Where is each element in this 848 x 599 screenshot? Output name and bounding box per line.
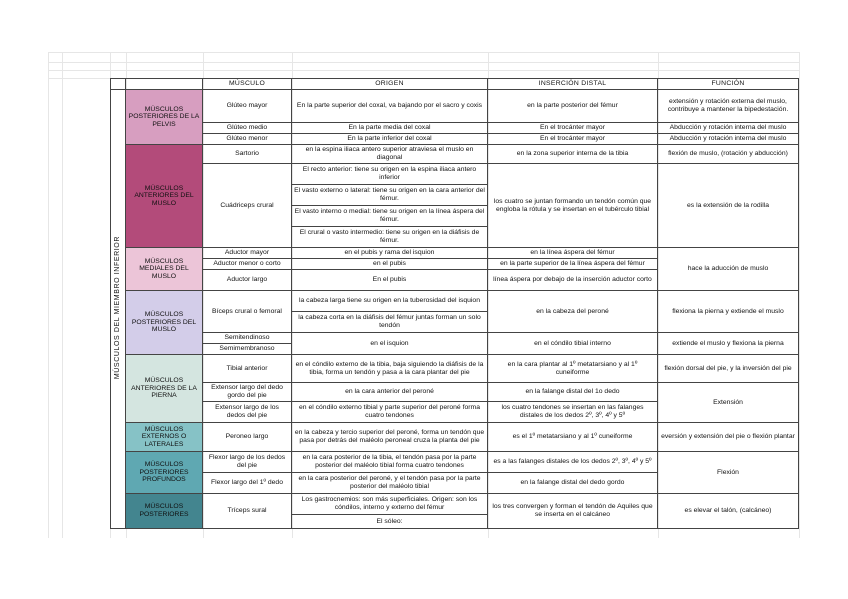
row-flexor-dedos: [111, 452, 799, 473]
function-cell: extensión y rotación externa del muslo, contribuye a mantener la bipedestación.: [658, 90, 799, 123]
insertion-cell: es el 1º metatarsiano y al 1º cuneiforme: [488, 423, 658, 452]
group-header-cell: [126, 79, 203, 90]
insertion-cell: en la cabeza del peroné: [488, 291, 658, 333]
insertion-cell: En el trocánter mayor: [488, 134, 658, 145]
insertion-cell: en la línea áspera del fémur: [488, 248, 658, 259]
origin-cell: El crural o vasto intermedio: tiene su origen en la diáfisis de fémur.: [292, 227, 488, 248]
muscle-cell: Aductor largo: [203, 270, 292, 291]
side-label: MÚSCULOS DEL MIEMBRO INFERIOR: [114, 236, 122, 380]
origin-cell: En la parte inferior del coxal: [292, 134, 488, 145]
function-cell: Extensión: [658, 383, 799, 423]
origin-cell: en la cara posterior del peroné, y el tendón pasa por la parte posterior del maléolo tibial: [292, 473, 488, 494]
function-cell: extiende el muslo y flexiona la pierna: [658, 333, 799, 355]
muscle-cell: Glúteo mayor: [203, 90, 292, 123]
row-sartorio: [111, 145, 799, 164]
function-cell: flexiona la pierna y extiende el muslo: [658, 291, 799, 333]
origin-cell: en el cóndilo externo de la tibia, baja siguiendo la diáfisis de la tibia, forma un tendón y pasa a la cara plantar del pie: [292, 355, 488, 383]
origin-cell: la cabeza corta en la diáfisis del fémur juntas forman un solo tendón: [292, 312, 488, 333]
insertion-cell: los tres convergen y forman el tendón de Aquiles que se inserta en el calcáneo: [488, 494, 658, 529]
row-triceps-1: [111, 494, 799, 515]
function-cell: Abducción y rotación interna del muslo: [658, 134, 799, 145]
origin-cell: El recto anterior: tiene su origen en la espina iliaca antero inferior: [292, 164, 488, 185]
origin-cell: En la parte superior del coxal, va bajando por el sacro y coxis: [292, 90, 488, 123]
muscle-cell: Cuádriceps crural: [203, 164, 292, 248]
origin-cell: en el pubis: [292, 259, 488, 270]
insertion-cell: en la cara plantar al 1º metatarsiano y al 1º cuneiforme: [488, 355, 658, 383]
group-mediales-muslo: MÚSCULOS MEDIALES DEL MUSLO: [126, 248, 203, 291]
header-row: [111, 79, 799, 90]
muscle-cell: Glúteo medio: [203, 123, 292, 134]
row-biceps-1: [111, 291, 799, 312]
origin-cell: En el pubis: [292, 270, 488, 291]
origin-cell: El vasto externo o lateral: tiene su origen en la cara anterior del fémur.: [292, 185, 488, 206]
muscle-cell: Bíceps crural o femoral: [203, 291, 292, 333]
insertion-cell: es a las falanges distales de los dedos 2º, 3º, 4º y 5º: [488, 452, 658, 473]
origin-cell: En la parte media del coxal: [292, 123, 488, 134]
origin-cell: en el cóndilo externo tibial y parte superior del peroné forma cuatro tendones: [292, 402, 488, 423]
side-label-cell: [111, 90, 126, 529]
muscle-cell: Glúteo menor: [203, 134, 292, 145]
insertion-cell: en la falange distal del dedo gordo: [488, 473, 658, 494]
muscle-cell: Semitendinoso: [203, 333, 292, 344]
function-cell: es elevar el talón, (calcáneo): [658, 494, 799, 529]
insertion-cell: en la parte superior de la línea áspera del fémur: [488, 259, 658, 270]
row-semitendinoso: [111, 333, 799, 344]
muscle-cell: Flexor largo del 1º dedo: [203, 473, 292, 494]
insertion-cell: En el trocánter mayor: [488, 123, 658, 134]
group-posteriores-profundos: MÚSCULOS POSTERIORES PROFUNDOS: [126, 452, 203, 494]
muscle-cell: Semimembranoso: [203, 344, 292, 355]
function-cell: es la extensión de la rodilla: [658, 164, 799, 248]
function-cell: flexión dorsal del pie, y la inversión del pie: [658, 355, 799, 383]
header-function: FUNCIÓN: [658, 79, 799, 90]
group-pelvis: MÚSCULOS POSTERIORES DE LA PELVIS: [126, 90, 203, 145]
side-header-cell: [111, 79, 126, 90]
function-cell: Abducción y rotación interna del muslo: [658, 123, 799, 134]
muscle-cell: Extensor largo de los dedos del pie: [203, 402, 292, 423]
function-cell: eversión y extensión del pie o flexión plantar: [658, 423, 799, 452]
insertion-cell: en la falange distal del 1o dedo: [488, 383, 658, 402]
row-extensor-dedo-gordo: [111, 383, 799, 402]
origin-cell: El sóleo:: [292, 515, 488, 529]
muscle-cell: Tríceps sural: [203, 494, 292, 529]
function-cell: flexión de muslo, (rotación y abducción): [658, 145, 799, 164]
muscle-cell: Peroneo largo: [203, 423, 292, 452]
muscle-cell: Extensor largo del dedo gordo del pie: [203, 383, 292, 402]
insertion-cell: en la parte posterior del fémur: [488, 90, 658, 123]
function-cell: Flexión: [658, 452, 799, 494]
insertion-cell: en la zona superior interna de la tibia: [488, 145, 658, 164]
origin-cell: El vasto interno o medial: tiene su origen en la línea áspera del fémur.: [292, 206, 488, 227]
muscle-cell: Aductor mayor: [203, 248, 292, 259]
row-peroneo-largo: [111, 423, 799, 452]
insertion-cell: los cuatro tendones se insertan en las falanges distales de los dedos 2º, 3º, 4º y 5º: [488, 402, 658, 423]
row-tibial-anterior: [111, 355, 799, 383]
row-aductor-mayor: [111, 248, 799, 259]
group-externos-laterales: MÚSCULOS EXTERNOS O LATERALES: [126, 423, 203, 452]
row-cuadriceps-1: [111, 164, 799, 185]
muscles-table: [110, 78, 799, 529]
group-posteriores-pierna: MÚSCULOS POSTERIORES: [126, 494, 203, 529]
origin-cell: Los gastrocnemios: son más superficiales. Origen: son los cóndilos, interno y externo del fémur: [292, 494, 488, 515]
origin-cell: en la espina iliaca antero superior atraviesa el muslo en diagonal: [292, 145, 488, 164]
insertion-cell: los cuatro se juntan formando un tendón común que engloba la rótula y se insertan en el tubérculo tibial: [488, 164, 658, 248]
insertion-cell: línea áspera por debajo de la inserción aductor corto: [488, 270, 658, 291]
group-posteriores-muslo: MÚSCULOS POSTERIORES DEL MUSLO: [126, 291, 203, 355]
row-gluteo-mayor: [111, 90, 799, 123]
function-cell: hace la aducción de muslo: [658, 248, 799, 291]
muscle-cell: Tibial anterior: [203, 355, 292, 383]
origin-cell: la cabeza larga tiene su origen en la tuberosidad del isquion: [292, 291, 488, 312]
page-bottom-margin: [0, 538, 848, 599]
row-gluteo-menor: [111, 134, 799, 145]
header-insertion: INSERCIÓN DISTAL: [488, 79, 658, 90]
header-muscle: MÚSCULO: [203, 79, 292, 90]
origin-cell: en la cara anterior del peroné: [292, 383, 488, 402]
group-anteriores-pierna: MÚSCULOS ANTERIORES DE LA PIERNA: [126, 355, 203, 423]
origin-cell: en la cara posterior de la tibia, el tendón pasa por la parte posterior del maléolo tibial forma cuatro tendones: [292, 452, 488, 473]
group-anterior-muslo: MÚSCULOS ANTERIORES DEL MUSLO: [126, 145, 203, 248]
muscle-cell: Flexor largo de los dedos del pie: [203, 452, 292, 473]
origin-cell: en el pubis y rama del isquion: [292, 248, 488, 259]
header-origin: ORIGEN: [292, 79, 488, 90]
row-gluteo-medio: [111, 123, 799, 134]
insertion-cell: en el cóndilo tibial interno: [488, 333, 658, 355]
muscle-cell: Sartorio: [203, 145, 292, 164]
muscle-cell: Aductor menor o corto: [203, 259, 292, 270]
origin-cell: en la cabeza y tercio superior del peroné, forma un tendón que pasa por detrás del maléolo peroneal cruza la planta del pie: [292, 423, 488, 452]
origin-cell: en el isquion: [292, 333, 488, 355]
